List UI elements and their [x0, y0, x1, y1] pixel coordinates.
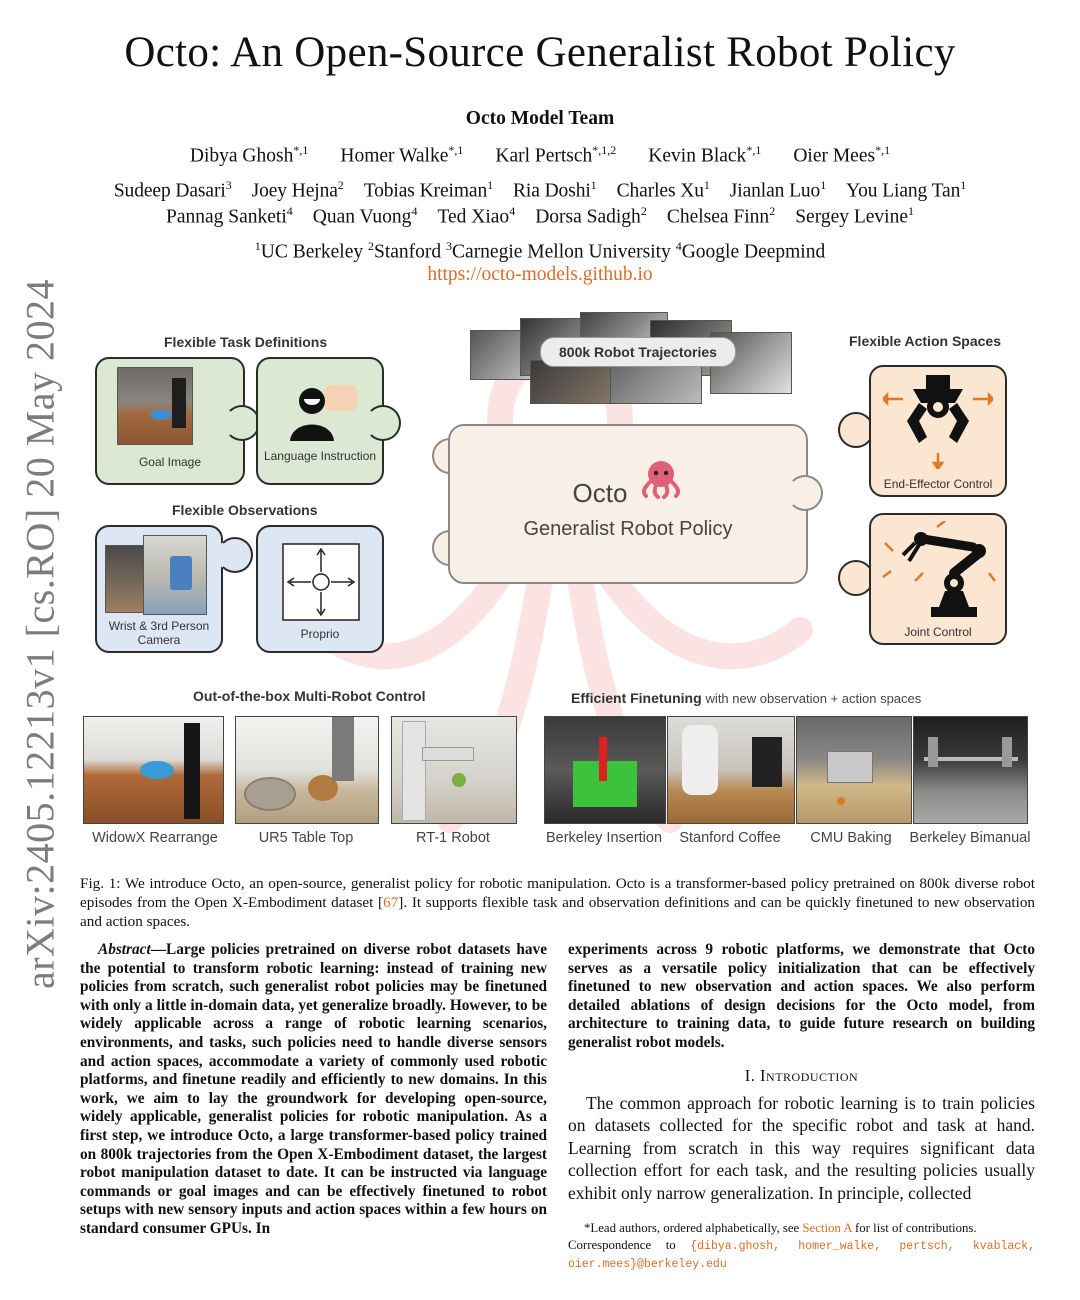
citation-link[interactable]: 67	[383, 894, 399, 911]
author: Ted Xiao$^4$	[437, 204, 516, 228]
authors-row-1	[0, 143, 1080, 168]
author: Ria Doshi$^1$	[513, 178, 597, 202]
third-person-photo	[143, 535, 207, 615]
author: Sudeep Dasari$^3$	[113, 178, 232, 202]
intro-heading: I. Introduction	[744, 1066, 859, 1085]
wrist-camera-card	[95, 525, 223, 653]
goal-image-label: Goal Image	[138, 455, 202, 469]
berkeley-insertion-photo	[544, 716, 666, 824]
abstract-label: Abstract	[98, 941, 151, 958]
robot-label: UR5 Table Top	[258, 830, 354, 846]
author: Sergey Levine$^1$	[795, 204, 914, 228]
wrist-camera-label: Wrist & 3rd Person Camera	[108, 619, 210, 647]
arxiv-stamp: arXiv:2405.12213v1 [cs.RO] 20 May 2024	[17, 278, 63, 990]
octo-policy-box	[448, 424, 808, 584]
multi-robot-label: Out-of-the-box Multi-Robot Control	[193, 688, 426, 704]
action-spaces-label: Flexible Action Spaces	[849, 333, 1001, 349]
author: Oier Mees$^{*,1}$	[793, 143, 891, 167]
figure-caption: Fig. 1: We introduce Octo, an open-source, generalist policy for robotic manipulation. Octo is a transformer-based policy pretrained on 800k diverse robot episodes from the Open X-Embodiment dataset [67]. It supports flexible task and observation definitions and can be quickly finetuned to new observation and action spaces.	[80, 875, 1035, 930]
footnote: *Lead authors, ordered alphabetically, see Section A for list of contributions. Correspondence to {dibya.ghosh, homer_walke, pertsch, kvablack, oier.mees}@berkeley.edu	[568, 1221, 1035, 1271]
project-link[interactable]: https://octo-models.github.io	[427, 264, 653, 285]
author: Karl Pertsch$^{*,1,2}$	[495, 143, 617, 167]
affiliations: $^1$UC Berkeley $^2$Stanford $^3$Carnegie Mellon University $^4$Google Deepmind	[254, 239, 826, 263]
trajectories-badge: 800k Robot Trajectories	[540, 337, 736, 367]
finetuning-label: Efficient Finetuning with new observation + action spaces	[571, 690, 922, 706]
puzzle-knob	[224, 405, 260, 441]
goal-image-photo	[117, 367, 193, 445]
author: Jianlan Luo$^1$	[729, 178, 827, 202]
end-effector-card	[869, 365, 1007, 497]
authors-row-2	[0, 178, 1080, 203]
robot-label: Berkeley Bimanual	[909, 830, 1031, 846]
proprio-label: Proprio	[300, 627, 340, 641]
robot-label: WidowX Rearrange	[92, 830, 218, 846]
stanford-coffee-photo	[667, 716, 795, 824]
octo-name: Octo	[572, 478, 628, 508]
cmu-baking-photo	[796, 716, 912, 824]
author: Joey Hejna$^2$	[251, 178, 344, 202]
task-definitions-label: Flexible Task Definitions	[164, 334, 328, 350]
intro-text: The common approach for robotic learning is to train policies on datasets collected for the specific robot and task at hand. Learning from scratch in this way requires significant data collection effort for each task, and the resulting policies usually exhibit only narrow generalization. In principle, collected	[568, 1093, 1035, 1203]
abstract-left: Abstract—Large policies pretrained on diverse robot datasets have the potential to transform robotic learning: instead of training new policies from scratch, such generalist robot policies may be finetuned with only a little in-domain data, yet generalize broadly. However, to be widely applicable across a range of robotic learning scenarios, environments, and tasks, such policies need to handle diverse sensors and action spaces, accommodate a variety of commonly used robotic platforms, and finetune readily and efficiently to new domains. In this work, we aim to lay the groundwork for developing open-source, widely applicable, generalist policies for robotic manipulation. As a first step, we introduce Octo, a large transformer-based policy trained on 800k trajectories from the Open X-Embodiment dataset, the largest robot manipulation dataset to date. It can be instructed via language commands or goal images and can be effectively finetuned to robot setups with new sensory inputs and action spaces within a few hours on standard consumer GPUs. In	[80, 941, 547, 1237]
robot-label: CMU Baking	[810, 830, 892, 846]
octo-subtitle: Generalist Robot Policy	[523, 518, 733, 540]
robot-label: RT-1 Robot	[416, 830, 490, 846]
goal-image-card	[95, 357, 245, 485]
authors-row-3	[0, 204, 1080, 229]
author: Pannag Sanketi$^4$	[165, 204, 293, 228]
paper-title: Octo: An Open-Source Generalist Robot Policy	[124, 29, 956, 76]
gripper-icon	[883, 373, 993, 469]
widowx-photo	[83, 716, 224, 824]
robot-arm-icon	[879, 521, 999, 621]
rt1-photo	[391, 716, 517, 824]
octopus-icon	[638, 458, 684, 500]
author: Tobias Kreiman$^1$	[363, 178, 494, 202]
observations-label: Flexible Observations	[172, 502, 318, 518]
author: You Liang Tan$^1$	[846, 178, 967, 202]
ur5-photo	[235, 716, 379, 824]
author: Homer Walke$^{*,1}$	[340, 143, 464, 167]
speaker-icon	[284, 379, 360, 445]
puzzle-knob	[787, 475, 823, 511]
joint-control-card	[869, 513, 1007, 645]
emails-link[interactable]: {dibya.ghosh, homer_walke, pertsch, kvablack, oier.mees}@berkeley.edu	[568, 1239, 1035, 1271]
puzzle-knob	[365, 405, 401, 441]
author: Kevin Black$^{*,1}$	[648, 143, 762, 167]
proprio-axes-icon	[282, 543, 360, 621]
author: Dorsa Sadigh$^2$	[535, 204, 647, 228]
author: Chelsea Finn$^2$	[666, 204, 776, 228]
team-name: Octo Model Team	[465, 108, 615, 129]
section-a-link[interactable]: Section A	[802, 1221, 852, 1235]
berkeley-bimanual-photo	[913, 716, 1028, 824]
puzzle-knob	[217, 537, 253, 573]
proprio-card	[256, 525, 384, 653]
author: Charles Xu$^1$	[616, 178, 710, 202]
robot-label: Berkeley Insertion	[545, 830, 663, 846]
language-instruction-label: Language Instruction	[263, 449, 377, 463]
joint-control-label: Joint Control	[904, 625, 972, 639]
robot-label: Stanford Coffee	[679, 830, 781, 846]
end-effector-label: End-Effector Control	[883, 477, 993, 491]
abstract-right: experiments across 9 robotic platforms, we demonstrate that Octo serves as a versatile policy initialization that can be effectively finetuned to new observation and action spaces. We also perform detailed ablations of design decisions for the Octo model, from architecture to training data, to guide future research on building generalist robot models.	[568, 941, 1035, 1051]
author: Dibya Ghosh$^{*,1}$	[189, 143, 309, 167]
author: Quan Vuong$^4$	[312, 204, 418, 228]
